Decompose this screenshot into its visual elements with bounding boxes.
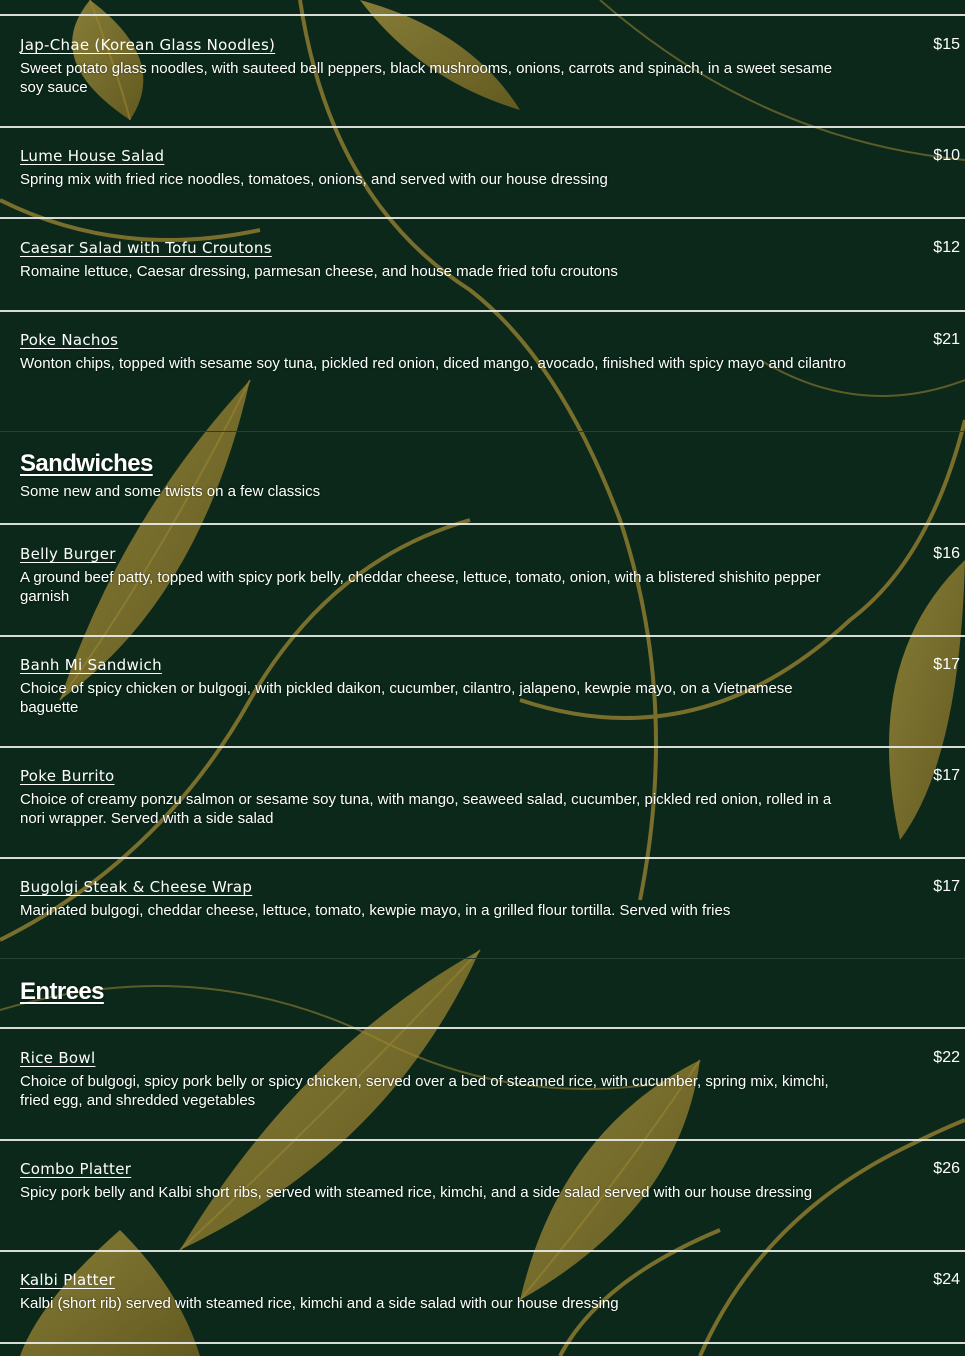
menu-item-name[interactable]: Belly Burger xyxy=(20,545,116,563)
section-description: Some new and some twists on a few classics xyxy=(20,483,321,500)
menu-item-description: Wonton chips, topped with sesame soy tuna, pickled red onion, diced mango, avocado, finished with spicy mayo and cilantro xyxy=(20,355,847,372)
divider xyxy=(0,1027,965,1029)
menu-item-name[interactable]: Poke Nachos xyxy=(20,331,119,349)
menu-item-price: $12 xyxy=(933,239,960,256)
divider xyxy=(0,1342,965,1344)
menu-item-description: Marinated bulgogi, cheddar cheese, lettuce, tomato, kewpie mayo, in a grilled flour tortilla. Served with fries xyxy=(20,902,731,919)
menu-item-name[interactable]: Kalbi Platter xyxy=(20,1271,115,1289)
menu-item-description: Spring mix with fried rice noodles, tomatoes, onions, and served with our house dressing xyxy=(20,171,608,188)
section-divider xyxy=(0,431,965,432)
menu-item-description: Spicy pork belly and Kalbi short ribs, served with steamed rice, kimchi, and a side salad served with our house dressing xyxy=(20,1184,813,1201)
menu-item-price: $10 xyxy=(933,147,960,164)
divider xyxy=(0,857,965,859)
menu-item-price: $21 xyxy=(933,331,960,348)
menu-item-name[interactable]: Jap-Chae (Korean Glass Noodles) xyxy=(20,36,276,54)
menu-item-name[interactable]: Lume House Salad xyxy=(20,147,165,165)
menu-item-description: Choice of creamy ponzu salmon or sesame soy tuna, with mango, seaweed salad, cucumber, pickled red onion, rolled in a nori wrapper. Served with a side salad xyxy=(20,791,832,827)
divider xyxy=(0,1250,965,1252)
section-divider xyxy=(0,958,965,959)
divider xyxy=(0,14,965,16)
menu-item-price: $26 xyxy=(933,1160,960,1177)
menu-item-price: $17 xyxy=(933,767,960,784)
menu-item-price: $24 xyxy=(933,1271,960,1288)
menu-item-description: Choice of bulgogi, spicy pork belly or spicy chicken, served over a bed of steamed rice, with cucumber, spring mix, kimchi, fried egg, and shredded vegetables xyxy=(20,1073,829,1109)
divider xyxy=(0,126,965,128)
menu-item-price: $17 xyxy=(933,656,960,673)
menu-item-description: A ground beef patty, topped with spicy pork belly, cheddar cheese, lettuce, tomato, onion, with a blistered shishito pepper garnish xyxy=(20,569,821,605)
menu-item-description: Sweet potato glass noodles, with sauteed bell peppers, black mushrooms, onions, carrots and spinach, in a sweet sesame soy sauce xyxy=(20,60,833,96)
menu-item-name[interactable]: Poke Burrito xyxy=(20,767,115,785)
divider xyxy=(0,746,965,748)
menu-item-price: $16 xyxy=(933,545,960,562)
menu-item-description: Choice of spicy chicken or bulgogi, with pickled daikon, cucumber, cilantro, jalapeno, kewpie mayo, on a Vietnamese baguette xyxy=(20,680,793,716)
menu-item-description: Kalbi (short rib) served with steamed rice, kimchi and a side salad with our house dressing xyxy=(20,1295,619,1312)
menu-item-name[interactable]: Banh Mi Sandwich xyxy=(20,656,162,674)
divider xyxy=(0,523,965,525)
section-title-sandwiches: Sandwiches xyxy=(20,450,153,477)
menu-item-price: $22 xyxy=(933,1049,960,1066)
menu-item-price: $15 xyxy=(933,36,960,53)
menu-item-price: $17 xyxy=(933,878,960,895)
divider xyxy=(0,310,965,312)
divider xyxy=(0,635,965,637)
menu-item-name[interactable]: Caesar Salad with Tofu Croutons xyxy=(20,239,272,257)
divider xyxy=(0,217,965,219)
menu-item-name[interactable]: Bugolgi Steak & Cheese Wrap xyxy=(20,878,253,896)
menu-item-name[interactable]: Combo Platter xyxy=(20,1160,132,1178)
section-title-entrees: Entrees xyxy=(20,978,104,1005)
menu-item-description: Romaine lettuce, Caesar dressing, parmesan cheese, and house made fried tofu croutons xyxy=(20,263,618,280)
divider xyxy=(0,1139,965,1141)
menu-item-name[interactable]: Rice Bowl xyxy=(20,1049,96,1067)
